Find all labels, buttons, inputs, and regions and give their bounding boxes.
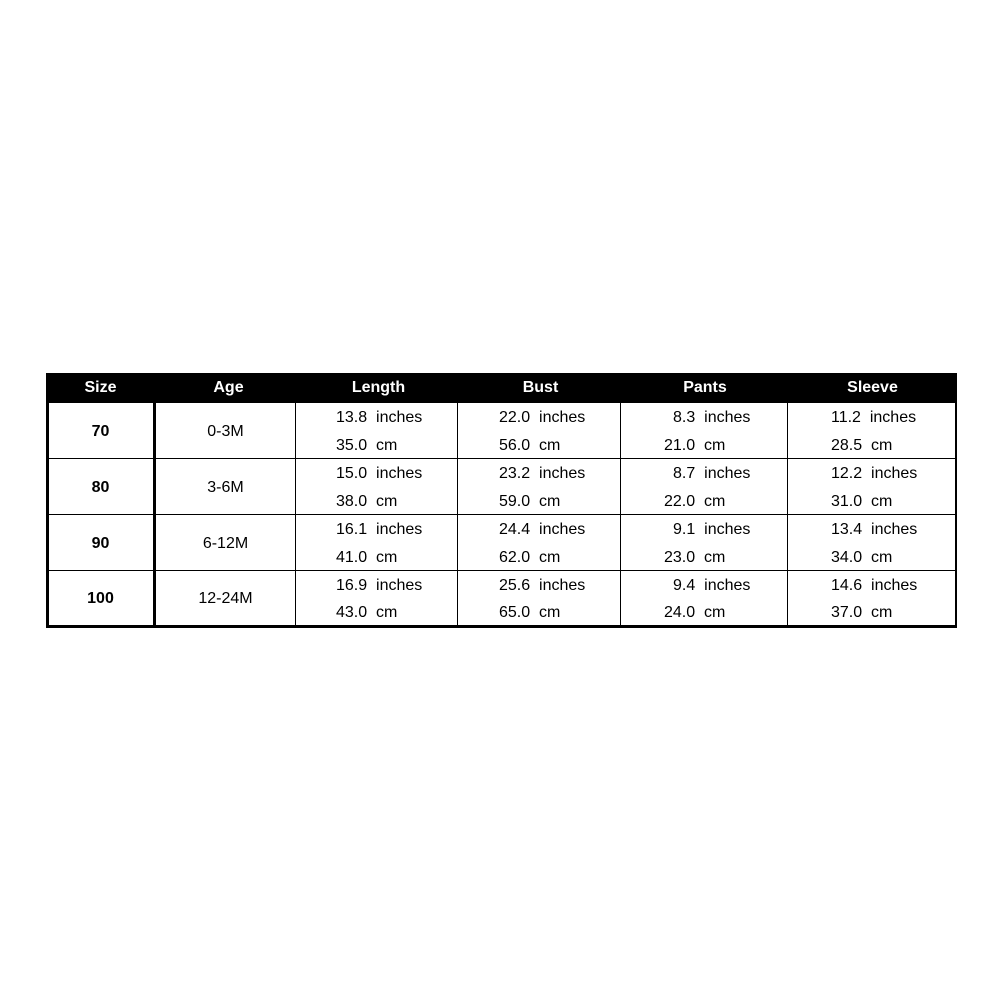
cell-length-cm: 41.0 cm [336,549,398,566]
divider-length-bust [457,403,458,628]
row-divider [46,458,957,459]
cell-pants-cm: 23.0 cm [664,549,726,566]
cell-bust-inches: 24.4 inches [499,521,586,538]
header-bust: Bust [522,379,559,396]
cell-length-inches: 16.1 inches [336,521,423,538]
row-divider [46,514,957,515]
table-header [46,373,957,403]
cell-sleeve-inches: 14.6 inches [831,577,918,594]
cell-bust-inches: 25.6 inches [499,577,586,594]
header-pants: Pants [683,379,727,396]
cell-size: 70 [91,423,110,440]
cell-pants-inches: 9.1 inches [673,521,751,538]
cell-age: 0-3M [207,423,244,440]
border-bottom [46,625,957,628]
cell-pants-inches: 9.4 inches [673,577,751,594]
cell-length-cm: 38.0 cm [336,493,398,510]
cell-age: 3-6M [207,479,244,496]
cell-bust-cm: 56.0 cm [499,437,561,454]
size-chart-table [46,373,957,628]
divider-pants-sleeve [787,403,788,628]
divider-bust-pants [620,403,621,628]
cell-length-inches: 13.8 inches [336,409,423,426]
cell-bust-cm: 65.0 cm [499,604,561,621]
header-sleeve: Sleeve [847,379,898,396]
cell-length-inches: 15.0 inches [336,465,423,482]
cell-length-cm: 43.0 cm [336,604,398,621]
cell-size: 90 [91,535,110,552]
cell-bust-cm: 62.0 cm [499,549,561,566]
cell-bust-cm: 59.0 cm [499,493,561,510]
cell-pants-inches: 8.7 inches [673,465,751,482]
cell-sleeve-cm: 34.0 cm [831,549,893,566]
border-right [955,403,957,628]
cell-sleeve-cm: 28.5 cm [831,437,893,454]
cell-length-inches: 16.9 inches [336,577,423,594]
cell-sleeve-inches: 12.2 inches [831,465,918,482]
cell-pants-cm: 22.0 cm [664,493,726,510]
header-size: Size [84,379,117,396]
cell-sleeve-inches: 11.2 inches [831,409,917,426]
cell-sleeve-cm: 31.0 cm [831,493,893,510]
cell-size: 100 [87,590,114,607]
cell-bust-inches: 22.0 inches [499,409,586,426]
cell-pants-cm: 21.0 cm [664,437,726,454]
cell-pants-inches: 8.3 inches [673,409,751,426]
cell-age: 6-12M [202,535,249,552]
divider-age-length [295,403,296,628]
cell-sleeve-inches: 13.4 inches [831,521,918,538]
cell-size: 80 [91,479,110,496]
cell-sleeve-cm: 37.0 cm [831,604,893,621]
row-divider [46,570,957,571]
cell-length-cm: 35.0 cm [336,437,398,454]
cell-pants-cm: 24.0 cm [664,604,726,621]
header-age: Age [213,379,244,396]
cell-bust-inches: 23.2 inches [499,465,586,482]
header-length: Length [351,379,406,396]
cell-age: 12-24M [198,590,253,607]
